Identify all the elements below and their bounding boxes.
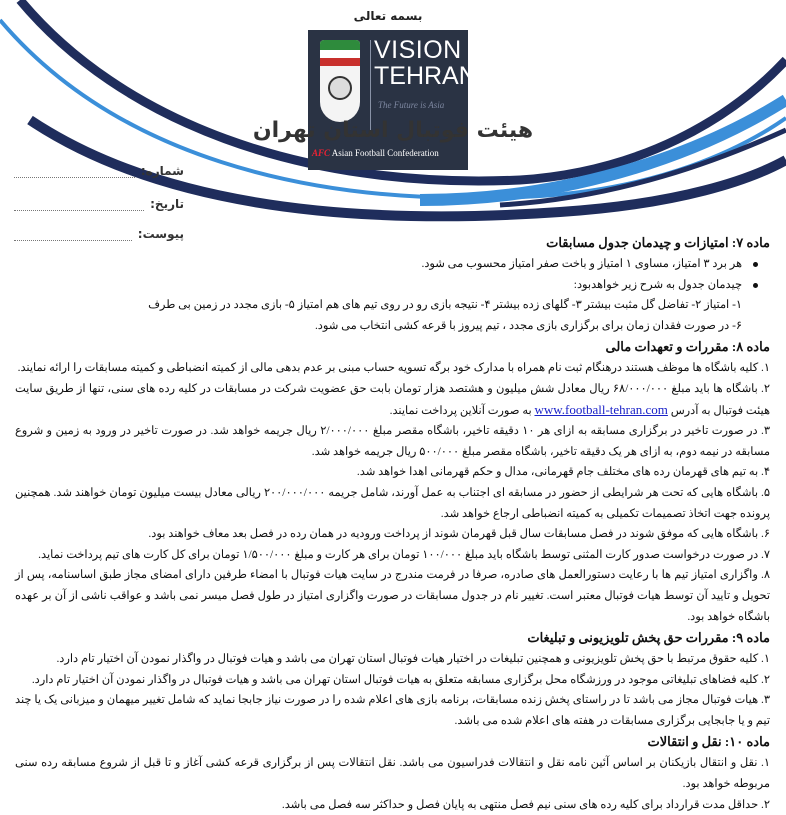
date-field: تاریخ:	[14, 197, 184, 211]
logo-tagline: The Future is Asia	[378, 100, 445, 110]
logo-vision: VISION	[374, 36, 462, 64]
org-title: هیئت فوتبال استان تهران	[252, 118, 534, 143]
number-field: شماره:	[14, 164, 184, 178]
website-link[interactable]: www.football-tehran.com	[534, 401, 668, 417]
afc-mark: AFC Asian Football Confederation	[312, 148, 439, 158]
list-item: ۲. کلیه فضاهای تبلیغاتی موجود در ورزشگاه محل برگزاری مسابقه متعلق به هیات فوتبال استان تهران می باشد و هیات فوتبال در واگذار نمودن آن اختیار تام دارد.	[31, 673, 770, 686]
logo-tehran: TEHRAN	[374, 62, 477, 90]
article-7-title: ماده ۷: امتیازات و چیدمان جدول مسابقات	[546, 235, 770, 250]
list-item: چیدمان جدول به شرح زیر خواهدبود:	[15, 275, 770, 296]
list-item: ۳. هیات فوتبال مجاز می باشد تا در راستای پخش زنده مسابقات، برنامه بازی های اعلام شده را در صورت نیاز جابجا نماید که شامل تغییر میهمان و میزبانی یک یا چند تیم و یا جابجایی برگزاری مسابقات در هفته های اعلام شده می باشد.	[15, 694, 770, 727]
list-item: ۱. نقل و انتقال بازیکنان بر اساس آئین نامه نقل و انتقالات فدراسیون می باشد. نقل انتقالات پس از برگزاری قرعه کشی آغاز و تا قبل از شروع مسابقه رده سنی مربوطه خواهد بود.	[15, 757, 770, 791]
list-item: ۳. در صورت تاخیر در برگزاری مسابقه به ازای هر ۱۰ دقیقه تاخیر، باشگاه مقصر مبلغ ۲/۰۰۰/۰۰۰ ریال جریمه خواهد شد. در صورت تاخیر در ورود به زمین و شروع مسابقه در نیمه دوم، به ازای هر یک دقیقه تاخیر، باشگاه مقصر مبلغ ۵۰۰/۰۰۰ ریال جریمه خواهد شد.	[15, 425, 770, 458]
basmala: بسمه تعالی	[308, 2, 468, 30]
list-item: ۱- امتیاز ۲- تفاضل گل مثبت بیشتر ۳- گلهای زده بیشتر ۴- نتیجه بازی رو در روی تیم های هم امتیاز ۵- بازی مجدد در زمین بی طرف	[148, 299, 742, 312]
list-item: ۸. واگزاری امتیاز تیم ها با رعایت دستورالعمل های صادره، صرفا در فرمت مندرج در سایت هیات فوتبال با امضاء طرفین دارای امضای مجاز طبق اساسنامه، پس از تحویل و تایید آن توسط هیات فوتبال معتبر است. تغییر نام در جدول مسابقات در صورت واگزاری امتیاز در طول فصل میسر نمی باشد و عواقب ناشی از آن بر عهده باشگاه خواهد بود.	[15, 569, 770, 623]
list-item: ۴. به تیم های قهرمان رده های مختلف جام قهرمانی، مدال و حکم قهرمانی اهدا خواهد شد.	[356, 466, 770, 479]
list-item: ۲. باشگاه ها باید مبلغ ۶۸/۰۰۰/۰۰۰ ریال معادل شش میلیون و هشتصد هزار تومان بابت حق عضویت شرکت در مسابقات در کلیه رده های سنی، تنها از طریق سایت هیئت فوتبال به آدرس www.football-tehran.com به صورت آنلاین پرداخت نمایند.	[15, 382, 770, 417]
list-item: ۱. کلیه باشگاه ها موظف هستند درهنگام ثبت نام همراه با مدارک خود برگه تسویه حساب مبنی بر عدم بدهی مالی از کمیته انضباطی و کمیته مسابقات را ارائه نمایند.	[17, 362, 770, 375]
article-10-title: ماده ۱۰: نقل و انتقالات	[647, 734, 770, 750]
list-item: ۶- در صورت فقدان زمان برای برگزاری بازی مجدد ، تیم پیروز با قرعه کشی انتخاب می شود.	[314, 319, 742, 332]
list-item: هر برد ۳ امتیاز، مساوی ۱ امتیاز و باخت صفر امتیاز محسوب می شود.	[15, 254, 770, 275]
list-item: ۶. باشگاه هایی که موفق شوند در فصل مسابقات سال قبل قهرمان شوند از پرداخت ورودیه در همان رده در فصل بعد معاف خواهند بود.	[148, 528, 770, 541]
attachment-field: پیوست:	[14, 227, 184, 241]
document-body	[15, 232, 770, 815]
list-item: ۲. حداقل مدت قرارداد برای کلیه رده های سنی نیم فصل منتهی به پایان فصل و حداکثر سه فصل می باشد.	[281, 798, 770, 811]
article-9-title: ماده ۹: مقررات حق پخش تلویزیونی و تبلیغات	[527, 630, 770, 646]
vision-tehran-logo	[308, 2, 477, 172]
federation-emblem-icon	[320, 40, 360, 122]
list-item: ۱. کلیه حقوق مرتبط با حق پخش تلویزیونی و همچنین تبلیغات در اختیار هیات فوتبال استان تهران می باشد و هیات فوتبال در واگذار نمودن آن اختیار تام دارد.	[56, 653, 770, 666]
list-item: ۷. در صورت درخواست صدور کارت المثنی توسط باشگاه باید مبلغ ۱۰۰/۰۰۰ تومان برای هر کارت و مبلغ ۱/۵۰۰/۰۰۰ تومان برای کل کارت های تیم پرداخت نماید.	[38, 548, 770, 561]
article-8-title: ماده ۸: مقررات و تعهدات مالی	[605, 339, 770, 355]
list-item: ۵. باشگاه هایی که تحت هر شرایطی از حضور در مسابقه ای اجتناب به عمل آورند، شامل جریمه ۲۰۰/۰۰۰/۰۰۰ ریالی معادل بیست میلیون تومان خواهند شد. همچنین پرونده جهت اتخاذ تصمیمات تکمیلی به کمیته انضباطی ارجاع خواهد شد.	[15, 486, 770, 520]
